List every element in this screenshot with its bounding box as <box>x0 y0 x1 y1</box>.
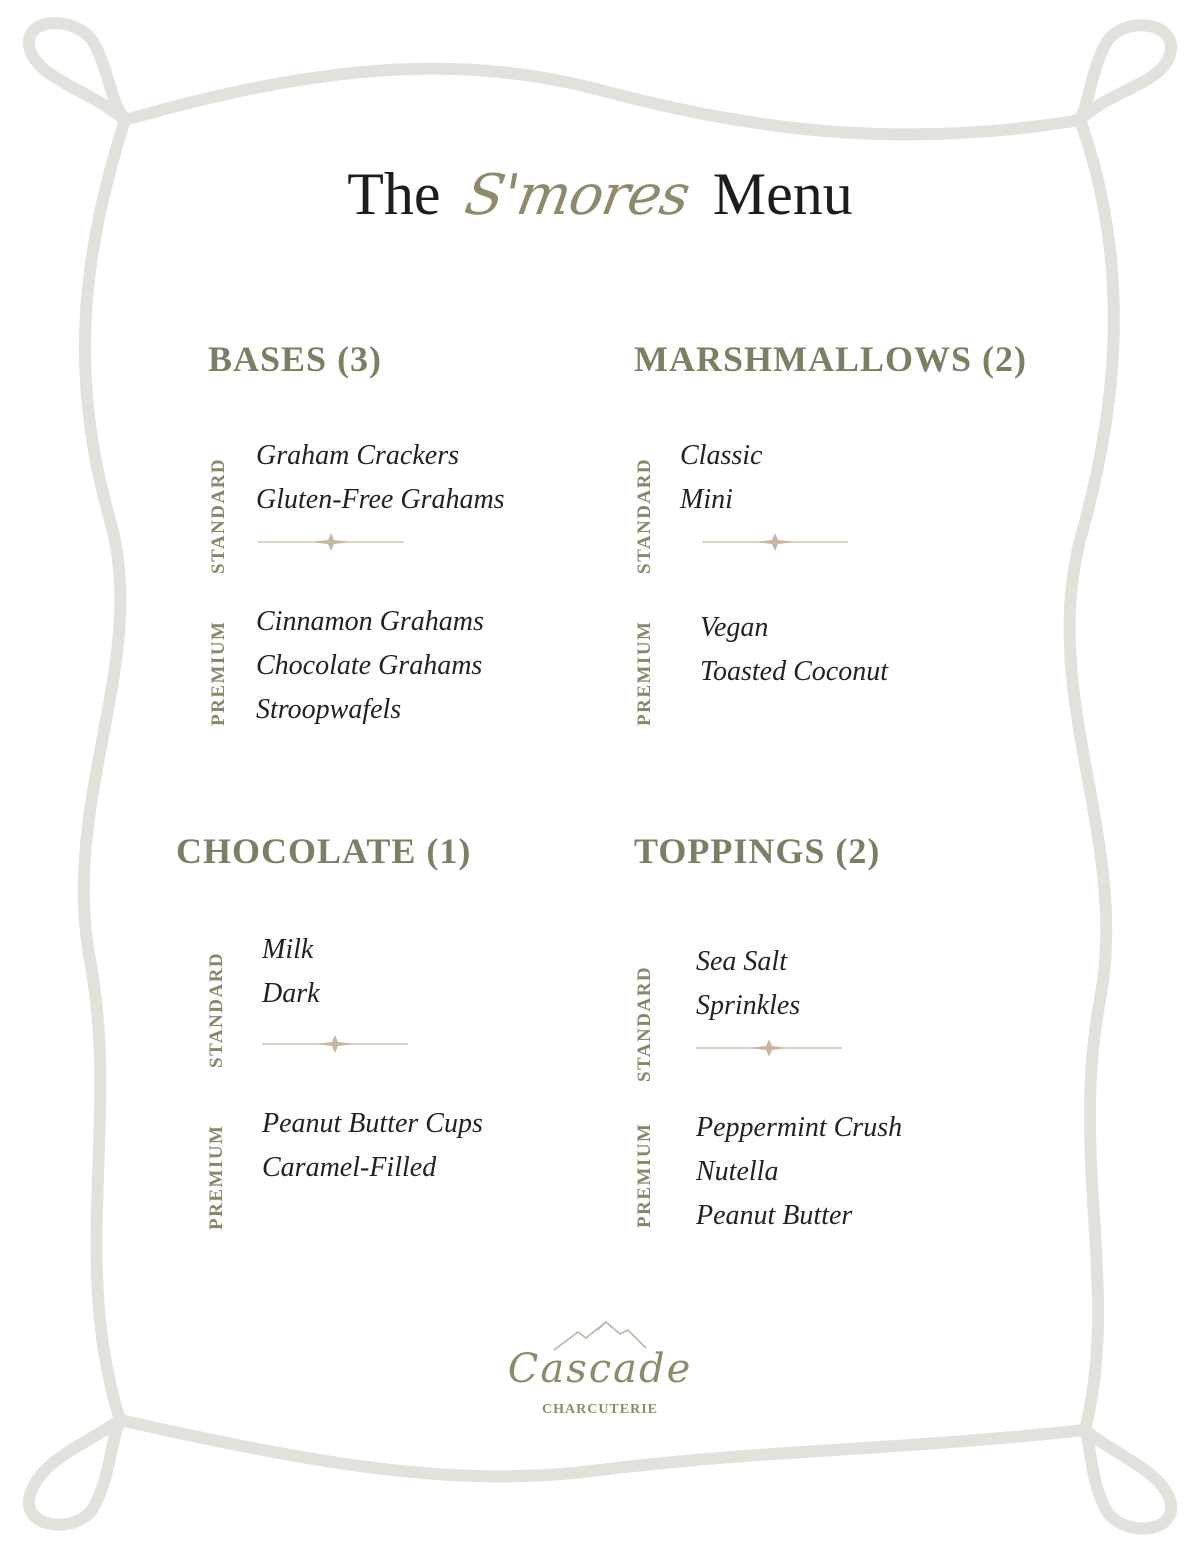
menu-item: Mini <box>680 484 733 515</box>
premium-items <box>700 606 888 694</box>
standard-label: STANDARD <box>208 457 229 574</box>
section-heading: MARSHMALLOWS (2) <box>634 339 1027 379</box>
standard-items <box>256 434 505 522</box>
divider-star-icon <box>700 532 850 552</box>
menu-item: Vegan <box>700 612 769 643</box>
menu-item: Sea Salt <box>696 946 787 977</box>
divider-star-icon <box>260 1034 410 1054</box>
premium-items <box>256 600 484 732</box>
title-post: Menu <box>712 161 853 227</box>
title-pre: The <box>347 161 441 227</box>
logo-wordmark: Cascade <box>507 1346 693 1392</box>
section-marshmallows <box>634 338 1027 726</box>
section-bases <box>208 338 505 726</box>
divider-star-icon <box>694 1038 844 1058</box>
menu-item: Peppermint Crush <box>696 1112 903 1143</box>
divider-star-icon <box>256 532 406 552</box>
standard-items <box>696 940 800 1028</box>
menu-item: Chocolate Grahams <box>256 650 483 681</box>
menu-item: Gluten-Free Grahams <box>256 484 505 515</box>
menu-item: Cinnamon Grahams <box>256 606 484 637</box>
section-heading: TOPPINGS (2) <box>634 831 881 871</box>
section-chocolate <box>176 830 483 1230</box>
menu-item: Peanut Butter <box>696 1200 853 1231</box>
menu-item: Peanut Butter Cups <box>262 1108 483 1139</box>
premium-label: PREMIUM <box>206 1124 227 1230</box>
title-script: S'mores <box>459 163 694 228</box>
brand-logo <box>500 1318 700 1428</box>
menu-item: Graham Crackers <box>256 440 459 471</box>
logo-subtitle: CHARCUTERIE <box>541 1402 658 1417</box>
menu-item: Classic <box>680 440 763 471</box>
page-title <box>0 160 1200 229</box>
premium-items <box>262 1102 483 1190</box>
premium-label: PREMIUM <box>634 1122 655 1228</box>
standard-label: STANDARD <box>634 457 655 574</box>
menu-item: Sprinkles <box>696 990 801 1021</box>
menu-item: Milk <box>262 934 314 965</box>
section-heading: BASES (3) <box>208 339 383 379</box>
section-heading: CHOCOLATE (1) <box>176 831 472 871</box>
standard-label: STANDARD <box>206 951 227 1068</box>
menu-item: Nutella <box>696 1156 779 1187</box>
premium-label: PREMIUM <box>634 620 655 726</box>
standard-items <box>262 928 320 1016</box>
section-toppings <box>634 830 903 1231</box>
premium-items <box>696 1106 902 1238</box>
standard-label: STANDARD <box>634 965 655 1082</box>
menu-item: Caramel-Filled <box>262 1152 437 1183</box>
menu-item: Toasted Coconut <box>700 656 888 687</box>
premium-label: PREMIUM <box>208 620 229 726</box>
standard-items <box>680 434 762 522</box>
menu-item: Dark <box>262 978 320 1009</box>
menu-item: Stroopwafels <box>256 694 402 725</box>
